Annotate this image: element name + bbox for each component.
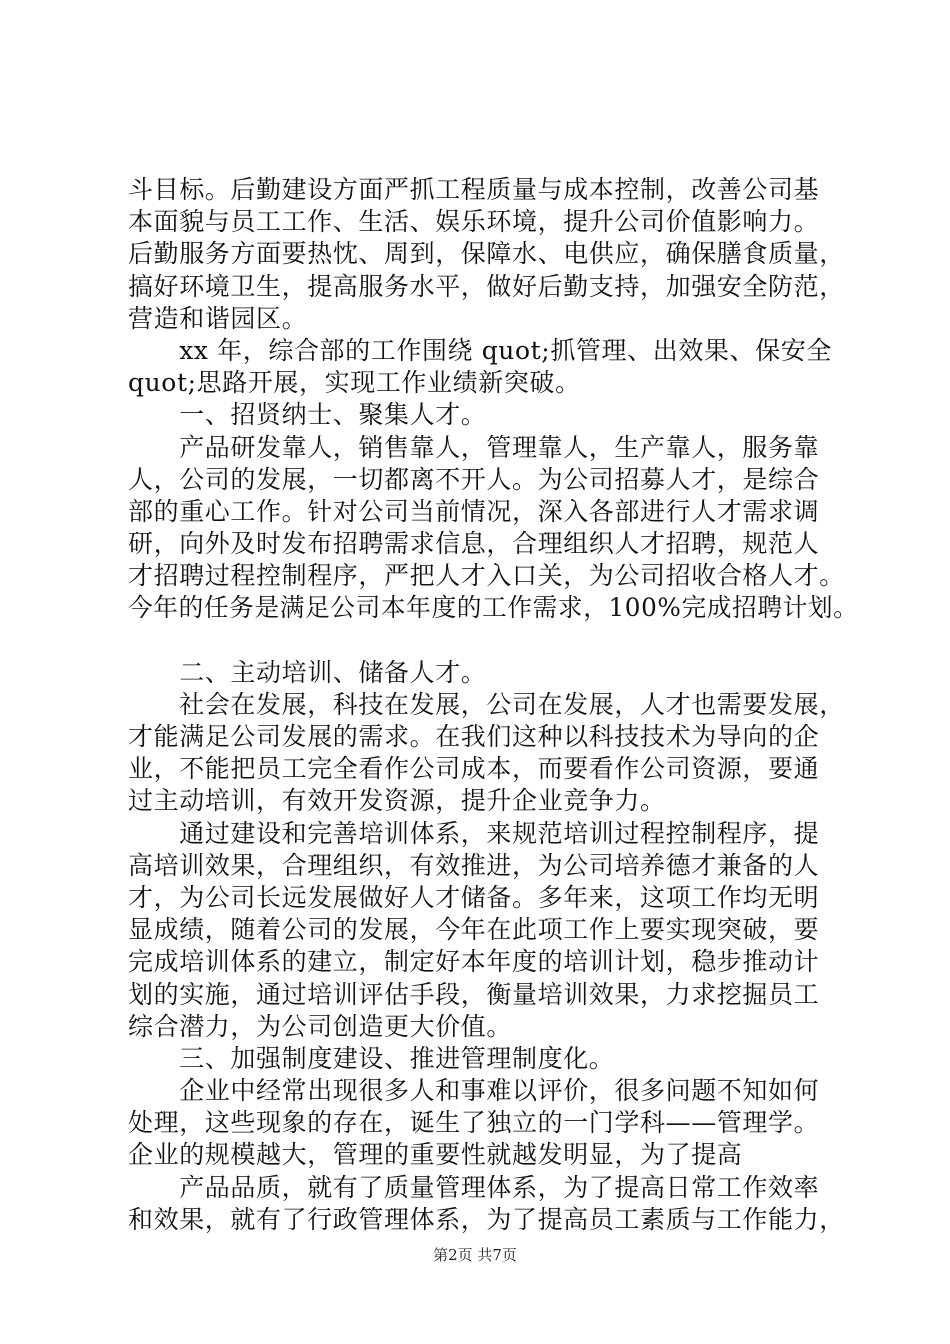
- text-line: 高培训效果，合理组织，有效推进，为公司培养德才兼备的人: [128, 850, 820, 880]
- text-line: 研，向外及时发布招聘需求信息，合理组织人才招聘，规范人: [128, 529, 820, 559]
- text-line: 斗目标。后勤建设方面严抓工程质量与成本控制，改善公司基: [128, 175, 820, 204]
- text-line: 产品研发靠人，销售靠人，管理靠人，生产靠人，服务靠: [128, 432, 820, 462]
- text-line: 通过建设和完善培训体系，来规范培训过程控制程序，提: [128, 818, 820, 848]
- text-line: 企业的规模越大，管理的重要性就越发明显，为了提高: [128, 1140, 743, 1170]
- text-line: 产品品质，就有了质量管理体系，为了提高日常工作效率: [128, 1172, 820, 1202]
- text-line: 搞好环境卫生，提高服务水平，做好后勤支持，加强安全防范，: [128, 271, 845, 301]
- text-line: 完成培训体系的建立，制定好本年度的培训计划，稳步推动计: [128, 947, 820, 977]
- text-line: 处理，这些现象的存在，诞生了独立的一门学科——管理学。: [128, 1108, 820, 1138]
- text-line: 社会在发展，科技在发展，公司在发展，人才也需要发展，: [128, 689, 845, 719]
- text-line: 过主动培训，有效开发资源，提升企业竞争力。: [128, 786, 666, 816]
- text-line: 今年的任务是满足公司本年度的工作需求，100%完成招聘计划。: [128, 593, 859, 623]
- text-line: 业，不能把员工完全看作公司成本，而要看作公司资源，要通: [128, 754, 820, 784]
- text-line: 二、主动培训、储备人才。: [128, 657, 487, 687]
- body-text: [128, 174, 858, 1236]
- text-line: 划的实施，通过培训评估手段，衡量培训效果，力求挖掘员工: [128, 979, 820, 1009]
- text-line: 部的重心工作。针对公司当前情况，深入各部进行人才需求调: [128, 496, 820, 526]
- text-line: 一、招贤纳士、聚集人才。: [128, 400, 487, 430]
- page-footer: 第2页 共7页: [433, 1246, 517, 1264]
- text-line: 和效果，就有了行政管理体系，为了提高员工素质与工作能力，: [128, 1204, 845, 1234]
- text-line: 本面貌与员工工作、生活、娱乐环境，提升公司价值影响力。: [128, 207, 820, 237]
- text-line: [128, 625, 858, 657]
- text-line: 后勤服务方面要热忱、周到，保障水、电供应，确保膳食质量，: [128, 239, 845, 269]
- text-line: 企业中经常出现很多人和事难以评价，很多问题不知如何: [128, 1076, 820, 1106]
- text-line: 综合潜力，为公司创造更大价值。: [128, 1011, 513, 1041]
- text-line: 显成绩，随着公司的发展，今年在此项工作上要实现突破，要: [128, 915, 820, 945]
- text-line: 才能满足公司发展的需求。在我们这种以科技技术为导向的企: [128, 722, 820, 751]
- text-line: quot;思路开展，实现工作业绩新突破。: [128, 368, 581, 398]
- text-line: 才招聘过程控制程序，严把人才入口关，为公司招收合格人才。: [128, 561, 845, 591]
- text-line: 三、加强制度建设、推进管理制度化。: [128, 1043, 615, 1073]
- text-line: xx 年，综合部的工作围绕 quot;抓管理、出效果、保安全: [128, 335, 832, 365]
- text-line: 营造和谐园区。: [128, 303, 308, 333]
- text-line: 人，公司的发展，一切都离不开人。为公司招募人才，是综合: [128, 464, 820, 494]
- text-line: 才，为公司长远发展做好人才储备。多年来，这项工作均无明: [128, 882, 820, 912]
